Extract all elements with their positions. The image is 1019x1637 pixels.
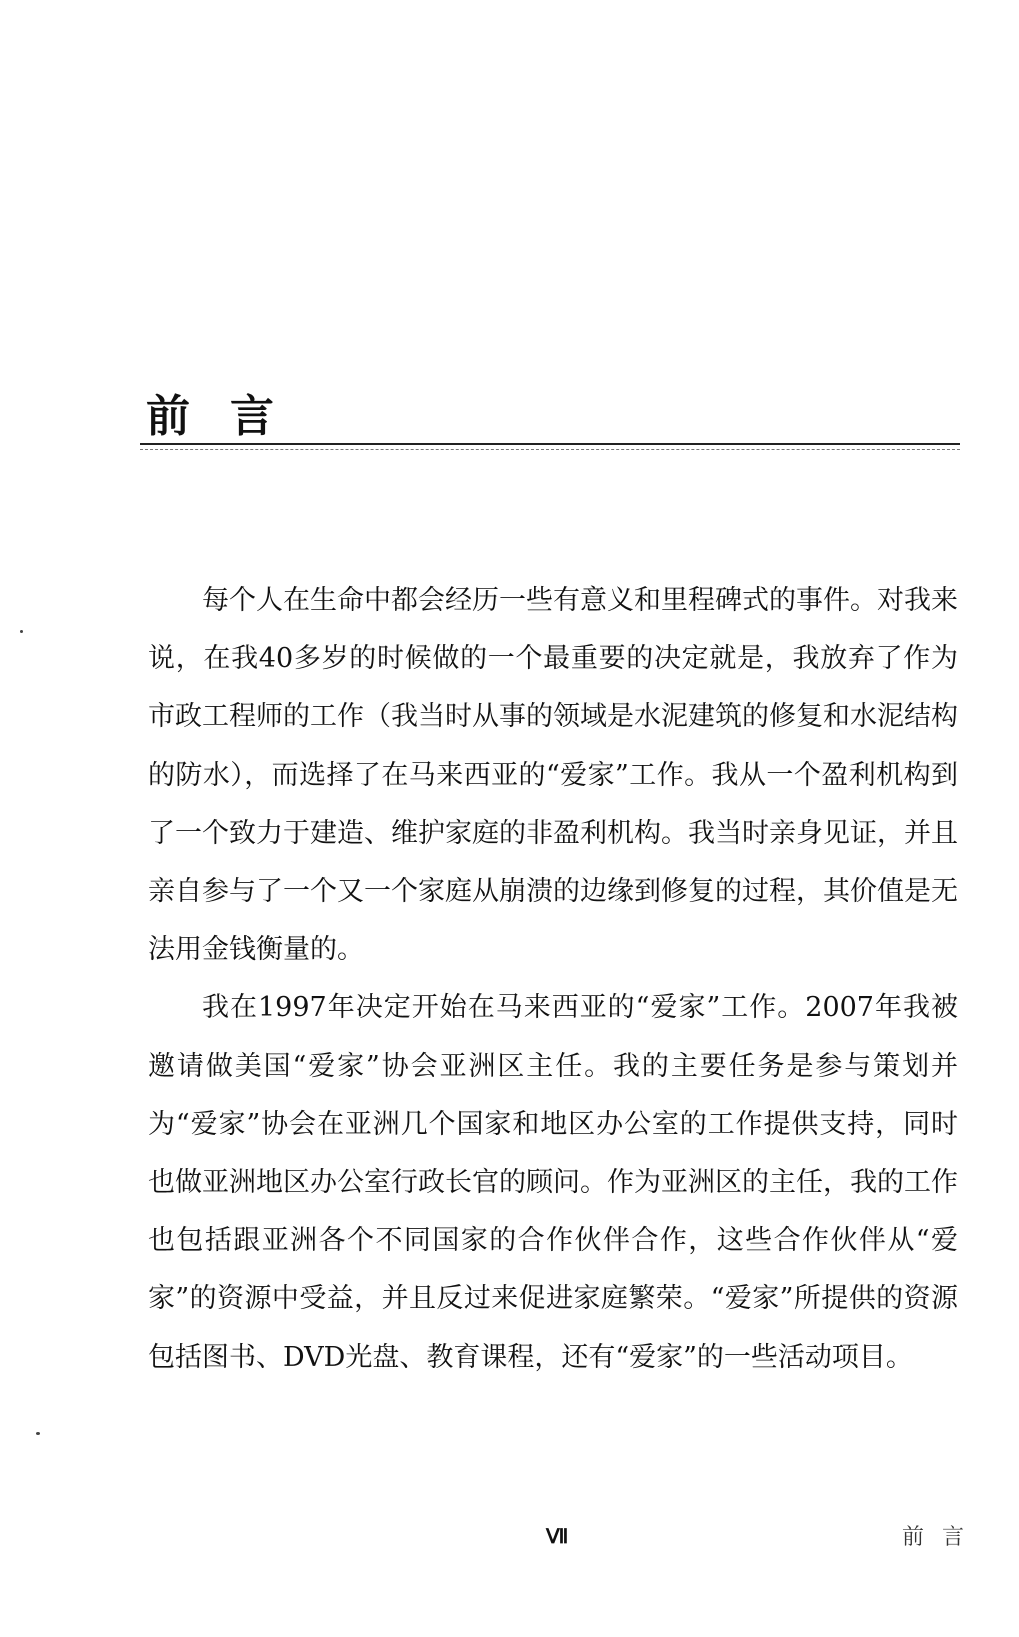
- paragraph-1: 每个人在生命中都会经历一些有意义和里程碑式的事件。对我来说，在我40多岁的时候做的一个最重要的决定就是，我放弃了作为市政工程师的工作（我当时从事的领域是水泥建筑的修复和水泥结构的防水），而选择了在马来西亚的“爱家”工作。我从一个盈利机构到了一个致力于建造、维护家庭的非盈利机构。我当时亲身见证，并且亲自参与了一个又一个家庭从崩溃的边缘到修复的过程，其价值是无法用金钱衡量的。: [148, 585, 958, 966]
- scan-speck: [36, 1432, 40, 1435]
- title-underline: [140, 443, 960, 445]
- running-head: 前言: [902, 1525, 983, 1550]
- scan-speck: [20, 630, 23, 633]
- page-number: Ⅶ: [546, 1526, 568, 1548]
- chapter-title: 前言: [146, 391, 314, 442]
- title-underline-secondary: [140, 449, 960, 450]
- body-text: [148, 572, 958, 1387]
- paragraph-2: 我在1997年决定开始在马来西亚的“爱家”工作。2007年我被邀请做美国“爱家”协会亚洲区主任。我的主要任务是参与策划并为“爱家”协会在亚洲几个国家和地区办公室的工作提供支持，同时也做亚洲地区办公室行政长官的顾问。作为亚洲区的主任，我的工作也包括跟亚洲各个不同国家的合作伙伴合作，这些合作伙伴从“爱家”的资源中受益，并且反过来促进家庭繁荣。“爱家”所提供的资源包括图书、DVD光盘、教育课程，还有“爱家”的一些活动项目。: [148, 992, 958, 1373]
